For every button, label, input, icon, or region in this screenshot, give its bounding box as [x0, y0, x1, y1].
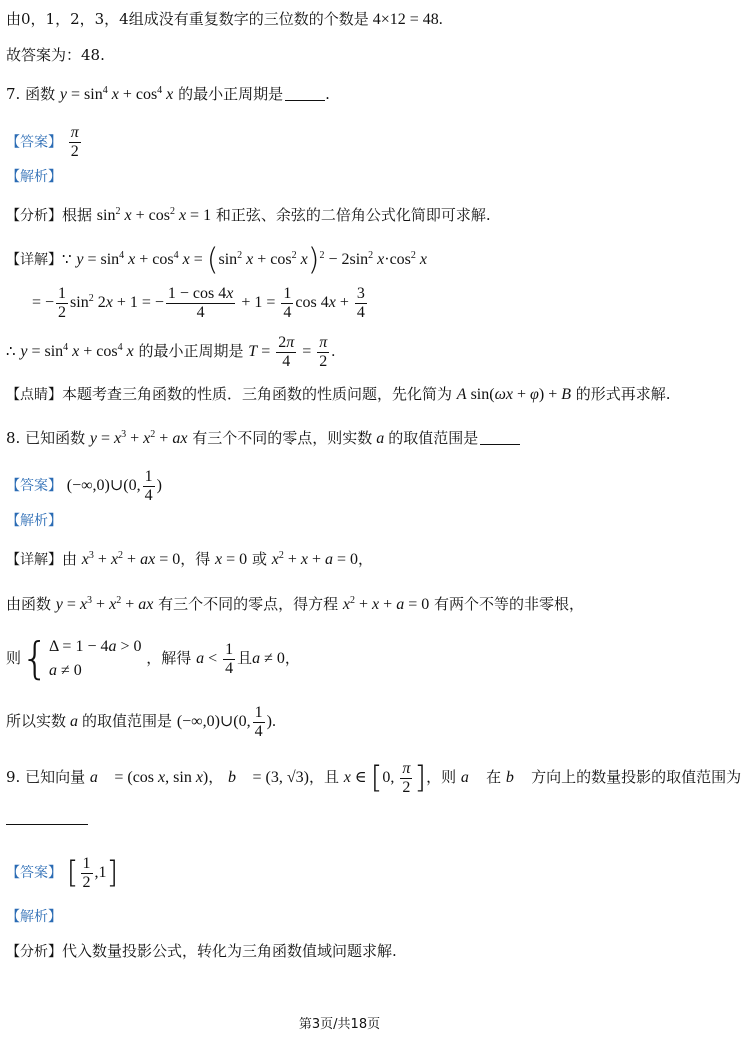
detail-8-line-1: 【详解】由 $x^3 + x^2$ + ax = 0，得 x = 0 或 $x^2 + x + a = 0$， — [6, 550, 374, 568]
analysis-tag: 【解析】 — [6, 169, 62, 185]
text-line-2: 故答案为：48. — [6, 46, 105, 64]
question-8: 8. 已知函数 $y = x^3 + x^2$ + ax 有三个不同的零点，则实数 a 的取值范围是 — [6, 427, 520, 450]
analysis-9: 【分析】代入数量投影公式，转化为三角函数值域问题求解. — [6, 942, 397, 960]
fraction: $\frac{\pi}{2}$ — [70, 124, 79, 160]
detail-7-line-1: 【详解】∵ $y = \sin^4 x + \cos^4 x = (\sin^2$ $x + \cos^2 x)^2 - 2\sin^2$ $x\cdot\cos^2$ x — [6, 242, 428, 278]
detail-7-line-3: ∴ $y = \sin^4 x + \cos^4 x$ 的最小正周期是 T = $\frac{2\pi}{4}$ = $\frac{\pi}{2}$ . — [6, 334, 336, 370]
answer-blank — [6, 824, 88, 825]
question-text: 的最小正周期是 — [178, 85, 284, 103]
question-9: 9. 已知向量 a⃗ = (cos x, sin x)， b⃗ = (3, √3)，且 x ∈ [0, $\frac{\pi}{2}$ ]，则 a⃗ 在 b⃗ 方向上的数量投影的取值范围为 — [6, 760, 741, 796]
detail-8-line-4: 所以实数 a 的取值范围是 (−∞,0)∪(0, $\frac{1}{4}$ ). — [6, 704, 276, 740]
question-number: 7. — [6, 85, 21, 103]
detail-7-line-2: = − $\frac{1}{2}$ $\sin^2 2x + 1$ = − $\frac{1 - \cos 4x}{4}$ + 1 = $\frac{1}{4}$ cos 4x + $\frac{3}{4}$ — [32, 285, 365, 321]
analysis-tag: 【解析】 — [6, 513, 62, 529]
page-footer: 第3页/共18页 — [298, 1017, 381, 1032]
text-line-1: 由0，1，2，3，4组成没有重复数字的三位数的个数是 4×12 = 48. — [6, 10, 443, 28]
answer-8: 【答案】 (−∞,0)∪(0, $\frac{1}{4}$ ) — [6, 468, 162, 504]
question-text: 函数 — [25, 85, 56, 103]
text-segment: 由0，1，2，3，4组成没有重复数字的三位数的个数是 — [6, 10, 369, 28]
answer-blank — [480, 430, 520, 445]
comment-7: 【点睛】本题考查三角函数的性质．三角函数的性质问题，先化简为 A sin(ωx + φ) + B 的形式再求解. — [6, 385, 671, 403]
answer-tag: 【答案】 — [6, 134, 62, 151]
question-7: 7. 函数 $y = \sin^4 x + \cos^4 x$ 的最小正周期是 . — [6, 85, 330, 103]
analysis-7: 【分析】根据 $\sin^2 x + \cos^2 x = 1$ 和正弦、余弦的二倍角公式化简即可求解. — [6, 206, 491, 224]
answer-9: 【答案】 [ $\frac{1}{2}$ ,1] — [6, 855, 119, 891]
analysis-tag: 【解析】 — [6, 909, 62, 925]
detail-8-line-2: 由函数 $y = x^3 + x^2$ + ax 有三个不同的零点，得方程 $x^2 + x + a = 0$ 有两个不等的非零根， — [6, 595, 585, 613]
answer-7 — [6, 124, 83, 161]
math-expression: 4×12 = 48 — [372, 11, 439, 28]
answer-blank — [285, 86, 325, 101]
detail-8-line-3: 则{ Δ = 1 − 4a > 0 a ≠ 0 ，解得 a < $\frac{1}{4}$ 且a ≠ 0， — [6, 633, 300, 684]
